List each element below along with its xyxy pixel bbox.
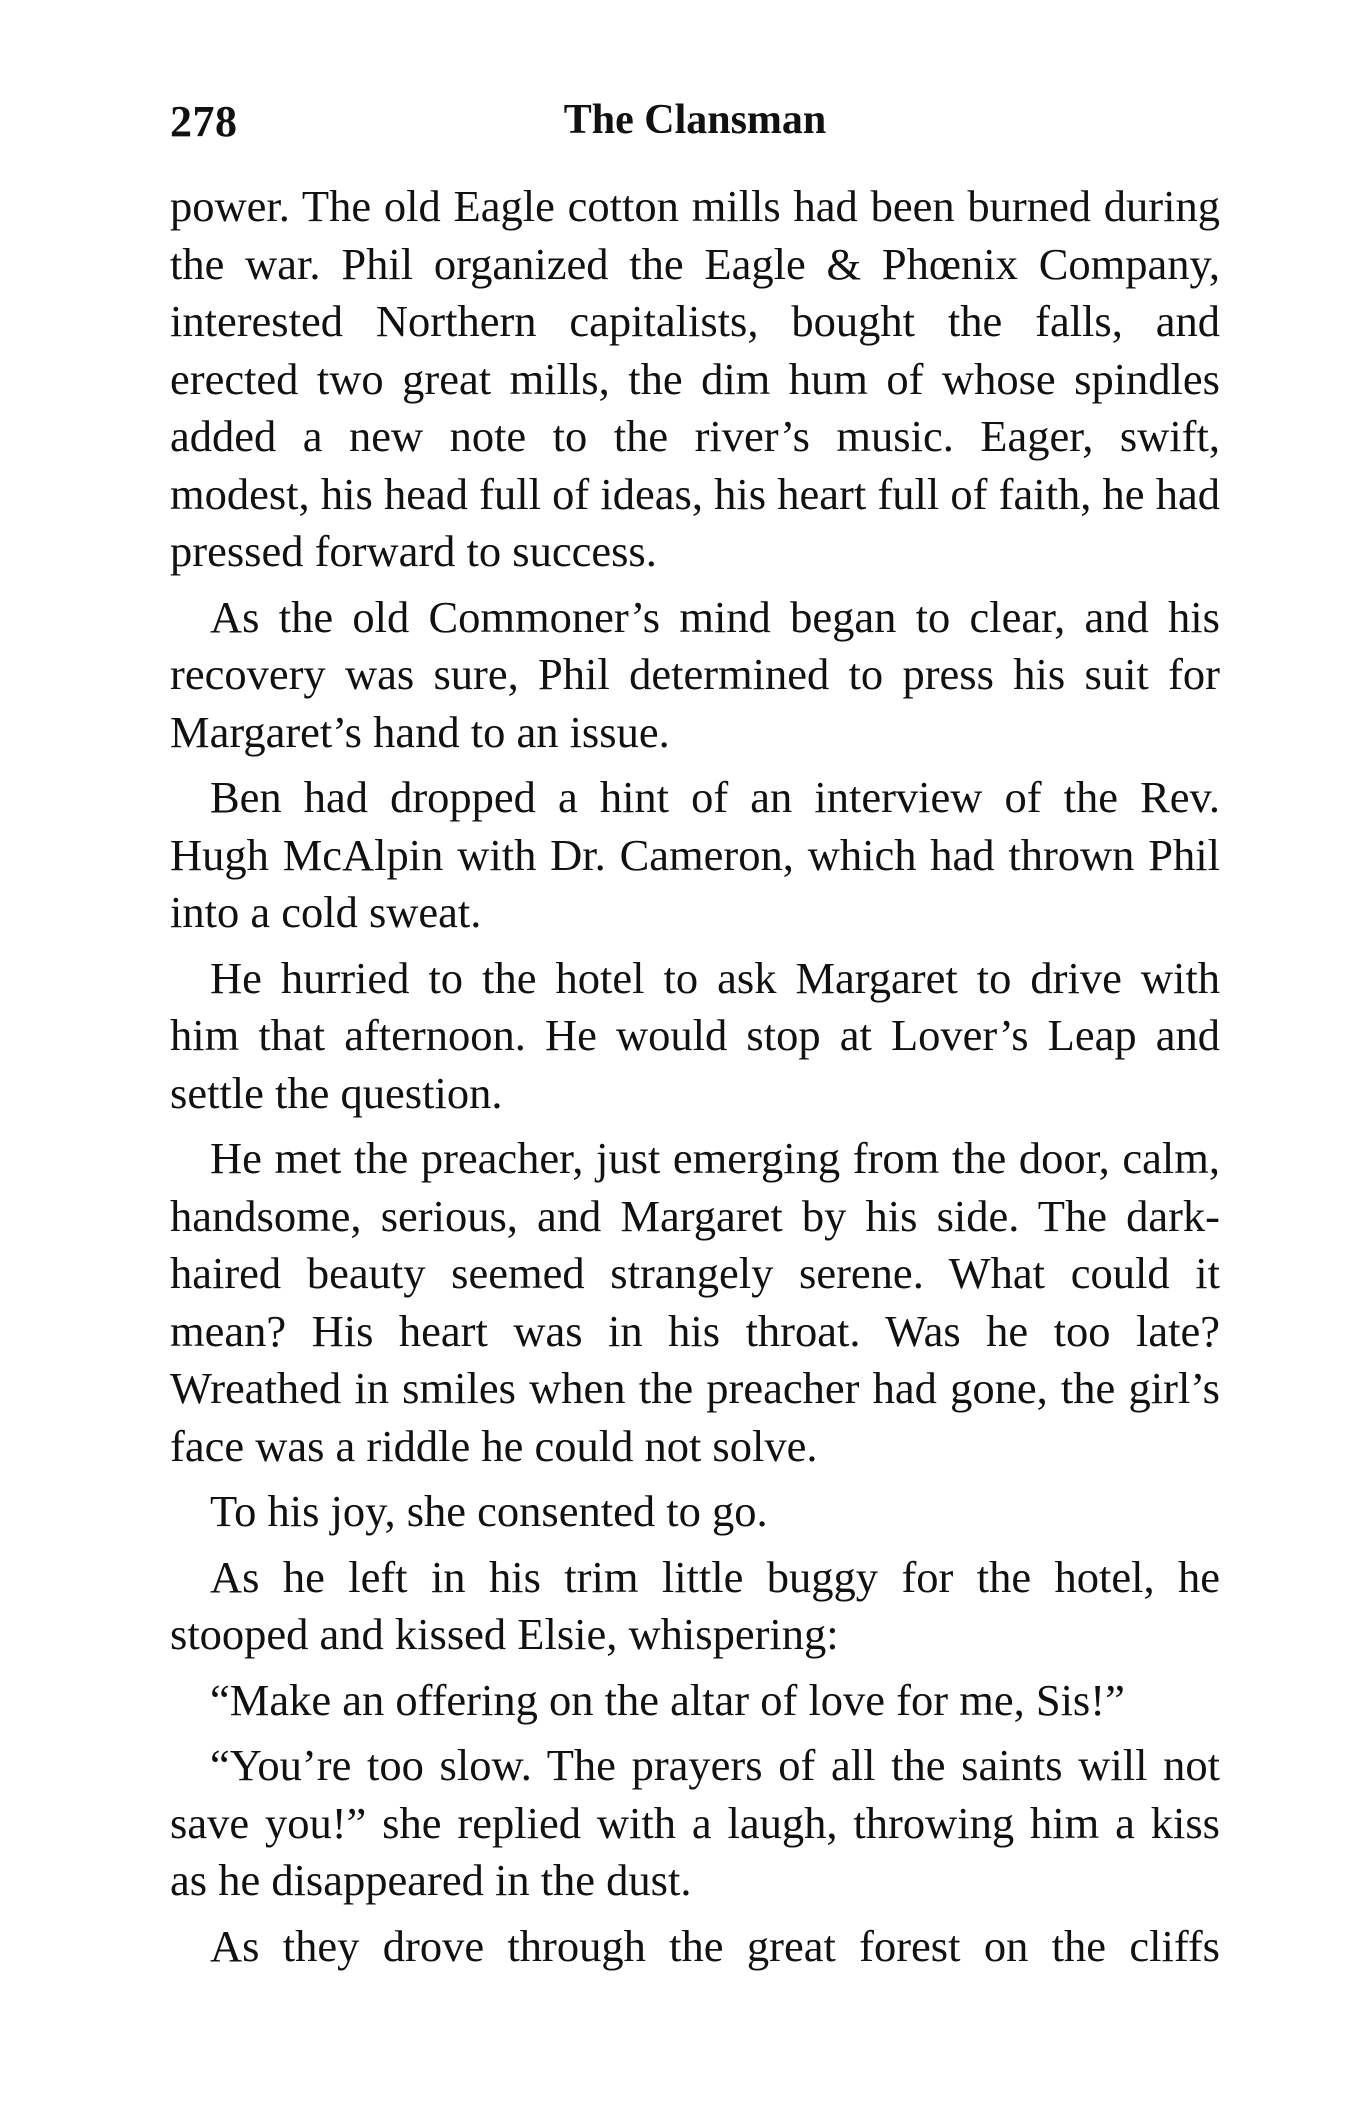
paragraph: power. The old Eagle cotton mills had been burned during the war. Phil organized the Eagle & Phœnix Company, interested Northern capitalists, bought the falls, and erected two great mills, the dim hum of whose spindles added a new note to the river’s music. Eager, swift, modest, his head full of ideas, his heart full of faith, he had pressed forward to success. [170,181,1220,576]
body-text [170,178,1220,1975]
paragraph: He met the preacher, just emerging from the door, calm, handsome, serious, and Margaret by his side. The dark-haired beauty seemed strangely serene. What could it mean? His heart was in his throat. Was he too late? Wreathed in smiles when the preacher had gone, the girl’s face was a riddle he could not solve. [170,1133,1220,1471]
page-number: 278 [170,97,238,146]
running-head [170,96,1220,156]
paragraph: As the old Commoner’s mind began to clear, and his recovery was sure, Phil determined to press his suit for Margaret’s hand to an issue. [170,591,1220,757]
paragraph: “You’re too slow. The prayers of all the saints will not save you!” she replied with a laugh, throwing him a kiss as he disappeared in the dust. [170,1740,1220,1905]
book-page [170,96,1220,1983]
paragraph: Ben had dropped a hint of an interview of the Rev. Hugh McAlpin with Dr. Cameron, which had thrown Phil into a cold sweat. [170,772,1220,937]
paragraph: He hurried to the hotel to ask Margaret to drive with him that afternoon. He would stop at Lover’s Leap and settle the question. [170,952,1220,1118]
paragraph: As they drove through the great forest on the cliffs [210,1920,1220,1971]
paragraph: “Make an offering on the altar of love for me, Sis!” [210,1674,1125,1725]
paragraph: To his joy, she consented to go. [210,1486,768,1536]
book-title: The Clansman [563,97,827,143]
paragraph: As he left in his trim little buggy for the hotel, he stooped and kissed Elsie, whispering: [170,1551,1220,1659]
